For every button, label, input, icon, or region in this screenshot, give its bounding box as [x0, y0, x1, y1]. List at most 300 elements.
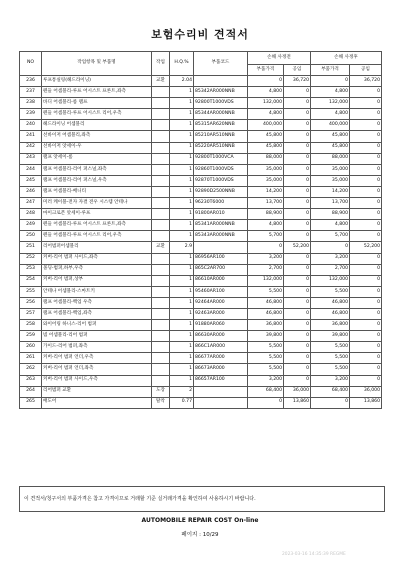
row-parts-before: 14,200: [248, 186, 284, 197]
row-hqty: 1: [170, 175, 194, 186]
row-code: 92463AR000: [194, 308, 248, 319]
table-row: [20, 264, 382, 275]
table-row: [20, 397, 382, 408]
table-row: [20, 209, 382, 220]
table-row: [20, 109, 382, 120]
row-no: 255: [20, 286, 42, 297]
row-work: [152, 231, 170, 242]
row-work: [152, 131, 170, 142]
row-parts-before: 5,500: [248, 342, 284, 353]
row-no: 239: [20, 109, 42, 120]
row-parts-before: 0: [248, 76, 284, 87]
row-item: 가이드-리어 범퍼,좌측: [42, 342, 152, 353]
row-work: [152, 175, 170, 186]
row-hqty: 1: [170, 198, 194, 209]
row-labor-before: 0: [284, 109, 311, 120]
row-labor-before: 0: [284, 264, 311, 275]
row-labor-after: 0: [350, 375, 382, 386]
header-no: NO: [20, 52, 42, 76]
row-work: 교환: [152, 242, 170, 253]
row-code: 866C1AR000: [194, 342, 248, 353]
row-code: 85341AR000NNB: [194, 220, 248, 231]
row-parts-after: 132,000: [311, 98, 350, 109]
row-code: 91800AR010: [194, 209, 248, 220]
row-item: 램프 어셈블리-배니티: [42, 186, 152, 197]
row-code: 86956AR100: [194, 253, 248, 264]
row-hqty: 1: [170, 209, 194, 220]
row-labor-before: 0: [284, 209, 311, 220]
row-parts-after: 400,000: [311, 120, 350, 131]
row-parts-before: 5,500: [248, 364, 284, 375]
row-no: 243: [20, 153, 42, 164]
row-no: 249: [20, 220, 42, 231]
table-row: [20, 297, 382, 308]
row-hqty: 1: [170, 98, 194, 109]
row-no: 244: [20, 164, 42, 175]
row-code: 85344AR000NNB: [194, 109, 248, 120]
row-work: [152, 275, 170, 286]
row-no: 253: [20, 264, 42, 275]
table-row: [20, 76, 382, 87]
row-labor-after: 0: [350, 131, 382, 142]
row-no: 252: [20, 253, 42, 264]
row-labor-before: 0: [284, 286, 311, 297]
row-parts-after: 68,400: [311, 386, 350, 397]
row-item: 펜들 어셈블리-루프 어시스트 프론트,좌측: [42, 220, 152, 231]
row-parts-after: 45,800: [311, 131, 350, 142]
estimate-rows: [20, 76, 382, 409]
row-work: [152, 209, 170, 220]
row-parts-before: 36,800: [248, 320, 284, 331]
row-code: 86677AR000: [194, 353, 248, 364]
row-labor-after: 0: [350, 353, 382, 364]
row-hqty: 2.04: [170, 76, 194, 87]
row-no: 245: [20, 175, 42, 186]
document-title: 보험수리비 견적서: [151, 28, 249, 41]
table-row: [20, 98, 382, 109]
row-code: [194, 76, 248, 87]
table-row: [20, 231, 382, 242]
header-before-adjust: 손해 사정전: [248, 52, 311, 65]
row-parts-after: 46,800: [311, 297, 350, 308]
row-hqty: 1: [170, 331, 194, 342]
row-item: 리어범퍼어셈블리: [42, 242, 152, 253]
row-no: 237: [20, 87, 42, 98]
row-parts-after: 88,900: [311, 209, 350, 220]
table-row: [20, 131, 382, 142]
table-row: [20, 286, 382, 297]
row-parts-before: 35,000: [248, 164, 284, 175]
row-parts-after: 4,800: [311, 220, 350, 231]
row-parts-after: 45,800: [311, 142, 350, 153]
row-labor-before: 0: [284, 320, 311, 331]
table-row: [20, 186, 382, 197]
row-code: 92890D2500NNB: [194, 186, 248, 197]
row-no: 257: [20, 308, 42, 319]
table-row: [20, 164, 382, 175]
row-no: 262: [20, 364, 42, 375]
header-labor-after: 공임: [350, 65, 382, 76]
row-hqty: 1: [170, 220, 194, 231]
row-hqty: 1: [170, 375, 194, 386]
row-parts-after: 88,000: [311, 153, 350, 164]
row-labor-before: 0: [284, 153, 311, 164]
table-row: [20, 87, 382, 98]
row-parts-after: 3,200: [311, 253, 350, 264]
row-hqty: 1: [170, 231, 194, 242]
row-parts-after: 35,000: [311, 175, 350, 186]
row-labor-before: 0: [284, 364, 311, 375]
row-parts-after: 3,200: [311, 375, 350, 386]
row-hqty: 1: [170, 286, 194, 297]
table-row: [20, 320, 382, 331]
row-parts-before: 45,800: [248, 142, 284, 153]
row-parts-after: 132,000: [311, 275, 350, 286]
row-labor-before: 0: [284, 353, 311, 364]
page-number: 페이지 : 10/29: [181, 532, 219, 538]
row-labor-after: 0: [350, 308, 382, 319]
row-code: 85210AR510NNB: [194, 131, 248, 142]
row-parts-before: 0: [248, 242, 284, 253]
row-no: 263: [20, 375, 42, 386]
row-labor-after: 36,720: [350, 76, 382, 87]
row-code: [194, 386, 248, 397]
row-no: 247: [20, 198, 42, 209]
row-item: 헤드라이닝 어셈블리: [42, 120, 152, 131]
row-work: 교환: [152, 76, 170, 87]
row-parts-after: 0: [311, 76, 350, 87]
row-labor-before: 0: [284, 308, 311, 319]
row-labor-before: 0: [284, 198, 311, 209]
row-labor-after: 0: [350, 186, 382, 197]
row-code: 92800T1000VDS: [194, 98, 248, 109]
row-no: 250: [20, 231, 42, 242]
row-code: 96230T6000: [194, 198, 248, 209]
estimate-table: [19, 51, 382, 409]
row-labor-before: 0: [284, 186, 311, 197]
row-item: 커버-리어 범퍼 언더,우측: [42, 353, 152, 364]
row-no: 261: [20, 353, 42, 364]
row-hqty: 1: [170, 164, 194, 175]
table-row: [20, 253, 382, 264]
row-parts-after: 5,500: [311, 364, 350, 375]
row-work: [152, 320, 170, 331]
row-hqty: 1: [170, 320, 194, 331]
row-code: 865C2AR700: [194, 264, 248, 275]
row-item: 리어범퍼 교환: [42, 386, 152, 397]
row-labor-before: 0: [284, 220, 311, 231]
row-hqty: 1: [170, 353, 194, 364]
row-code: 85343AR000NNB: [194, 231, 248, 242]
row-labor-before: 0: [284, 164, 311, 175]
row-hqty: 1: [170, 131, 194, 142]
row-no: 260: [20, 342, 42, 353]
row-labor-after: 0: [350, 297, 382, 308]
row-no: 236: [20, 76, 42, 87]
row-labor-after: 0: [350, 342, 382, 353]
row-code: 85342AR000NNB: [194, 87, 248, 98]
table-row: [20, 308, 382, 319]
table-row: [20, 375, 382, 386]
row-labor-after: 0: [350, 142, 382, 153]
row-item: 배도어: [42, 397, 152, 408]
row-code: 91880AR060: [194, 320, 248, 331]
row-parts-before: 2,700: [248, 264, 284, 275]
row-labor-before: 13,860: [284, 397, 311, 408]
row-labor-after: 0: [350, 209, 382, 220]
row-hqty: 1: [170, 364, 194, 375]
row-labor-before: 0: [284, 131, 311, 142]
row-labor-after: 0: [350, 98, 382, 109]
row-no: 254: [20, 275, 42, 286]
row-labor-before: 0: [284, 253, 311, 264]
row-labor-before: 0: [284, 275, 311, 286]
row-labor-after: 0: [350, 120, 382, 131]
table-row: [20, 142, 382, 153]
row-parts-before: 0: [248, 397, 284, 408]
row-labor-before: 36,720: [284, 76, 311, 87]
row-hqty: 1: [170, 120, 194, 131]
row-work: [152, 87, 170, 98]
row-labor-after: 0: [350, 220, 382, 231]
row-parts-after: 36,800: [311, 320, 350, 331]
table-row: [20, 242, 382, 253]
row-item: 와이어링 하니스-리어 범퍼: [42, 320, 152, 331]
print-timestamp: 2023-03-16 14:35:39 REGME: [282, 552, 346, 557]
row-parts-before: 3,200: [248, 375, 284, 386]
row-work: [152, 220, 170, 231]
row-code: 92870T1000VDS: [194, 175, 248, 186]
table-row: [20, 342, 382, 353]
row-no: 251: [20, 242, 42, 253]
row-labor-before: 0: [284, 342, 311, 353]
row-code: 92464AR000: [194, 297, 248, 308]
row-hqty: 1: [170, 109, 194, 120]
footer-title: AUTOMOBILE REPAIR COST On-line: [141, 517, 259, 524]
row-item: 펜들 어셈블리-루프 어시스트 리어,우측: [42, 231, 152, 242]
row-work: [152, 109, 170, 120]
row-no: 248: [20, 209, 42, 220]
row-item: 펜들 어셈블리-루프 어시스트 리어,우측: [42, 109, 152, 120]
row-labor-after: 36,000: [350, 386, 382, 397]
header-after-adjust: 손해 사정후: [311, 52, 382, 65]
row-parts-after: 2,700: [311, 264, 350, 275]
row-parts-after: 14,200: [311, 186, 350, 197]
row-labor-after: 0: [350, 331, 382, 342]
row-labor-after: 0: [350, 320, 382, 331]
row-code: [194, 242, 248, 253]
row-hqty: 2: [170, 386, 194, 397]
row-parts-before: 4,800: [248, 87, 284, 98]
row-work: [152, 186, 170, 197]
row-labor-before: 52,200: [284, 242, 311, 253]
row-labor-after: 0: [350, 87, 382, 98]
table-row: [20, 153, 382, 164]
row-hqty: 1: [170, 253, 194, 264]
row-parts-after: 46,800: [311, 308, 350, 319]
row-labor-before: 0: [284, 331, 311, 342]
row-parts-before: 5,500: [248, 353, 284, 364]
row-parts-before: 68,400: [248, 386, 284, 397]
row-parts-before: 400,000: [248, 120, 284, 131]
table-row: [20, 220, 382, 231]
row-labor-after: 0: [350, 275, 382, 286]
row-item: 바디 어셈블리-룸 램프: [42, 98, 152, 109]
row-item: 커버-리어 범퍼 언더,좌측: [42, 364, 152, 375]
row-work: [152, 142, 170, 153]
header-code: 부품코드: [194, 52, 248, 76]
row-labor-after: 0: [350, 231, 382, 242]
row-parts-before: 3,200: [248, 253, 284, 264]
row-labor-after: 0: [350, 198, 382, 209]
row-hqty: 2.9: [170, 242, 194, 253]
row-parts-before: 132,000: [248, 98, 284, 109]
row-labor-before: 0: [284, 120, 311, 131]
row-hqty: 1: [170, 186, 194, 197]
row-item: 미러 케이블-전자 자결 전우 시스템 안테나: [42, 198, 152, 209]
row-parts-after: 0: [311, 397, 350, 408]
row-parts-before: 88,900: [248, 209, 284, 220]
row-labor-after: 0: [350, 175, 382, 186]
row-work: [152, 286, 170, 297]
row-labor-after: 0: [350, 264, 382, 275]
row-labor-before: 0: [284, 98, 311, 109]
row-parts-before: 39,800: [248, 331, 284, 342]
row-parts-before: 4,800: [248, 220, 284, 231]
row-work: [152, 198, 170, 209]
row-parts-after: 13,700: [311, 198, 350, 209]
header-work: 작업: [152, 52, 170, 76]
row-code: 95460AR100: [194, 286, 248, 297]
row-item: 커버-리어 범퍼,상부: [42, 275, 152, 286]
row-parts-after: 4,800: [311, 109, 350, 120]
row-code: 86657AR100: [194, 375, 248, 386]
row-parts-after: 4,800: [311, 87, 350, 98]
row-labor-after: 0: [350, 364, 382, 375]
row-work: [152, 120, 170, 131]
row-item: 루프통실링(헤드라이닝): [42, 76, 152, 87]
row-work: 도장: [152, 386, 170, 397]
row-parts-before: 5,700: [248, 231, 284, 242]
row-code: 86610AR000: [194, 275, 248, 286]
row-no: 258: [20, 320, 42, 331]
header-parts-price-before: 부품가격: [248, 65, 284, 76]
row-work: [152, 164, 170, 175]
header-item: 작업항목 및 부품명: [42, 52, 152, 76]
row-hqty: 1: [170, 87, 194, 98]
row-parts-before: 46,800: [248, 297, 284, 308]
row-work: [152, 297, 170, 308]
row-hqty: 1: [170, 342, 194, 353]
row-parts-after: 5,500: [311, 286, 350, 297]
row-hqty: 1: [170, 275, 194, 286]
row-work: [152, 98, 170, 109]
row-hqty: 1: [170, 264, 194, 275]
row-item: 안테나 어셈블리-스마트키: [42, 286, 152, 297]
row-no: 246: [20, 186, 42, 197]
row-no: 256: [20, 297, 42, 308]
table-row: [20, 331, 382, 342]
row-parts-before: 46,800: [248, 308, 284, 319]
table-row: [20, 353, 382, 364]
row-work: [152, 253, 170, 264]
table-row: [20, 386, 382, 397]
table-row: [20, 120, 382, 131]
row-labor-before: 0: [284, 87, 311, 98]
row-no: 265: [20, 397, 42, 408]
row-hqty: 1: [170, 297, 194, 308]
row-parts-after: 39,800: [311, 331, 350, 342]
row-hqty: 1: [170, 308, 194, 319]
row-item: 커버-리어 범퍼 사이드,우측: [42, 375, 152, 386]
row-work: [152, 264, 170, 275]
row-work: [152, 153, 170, 164]
row-no: 242: [20, 142, 42, 153]
table-row: [20, 198, 382, 209]
row-item: 램프 어셈블리-백업 우측: [42, 297, 152, 308]
row-item: 램프 어셈블리-리어 퍼스널,우측: [42, 175, 152, 186]
row-work: [152, 353, 170, 364]
row-code: 86630AR000: [194, 331, 248, 342]
row-labor-after: 0: [350, 286, 382, 297]
row-labor-after: 0: [350, 253, 382, 264]
header-hqty: H.Q.%: [170, 52, 194, 76]
row-labor-after: 0: [350, 164, 382, 175]
row-item: 램프 어셈블리-리어 퍼스널,좌측: [42, 164, 152, 175]
table-row: [20, 175, 382, 186]
row-parts-after: 5,500: [311, 353, 350, 364]
row-item: 몰딩-범퍼,하부,우측: [42, 264, 152, 275]
row-hqty: 1: [170, 153, 194, 164]
table-row: [20, 364, 382, 375]
row-labor-before: 0: [284, 375, 311, 386]
row-parts-after: 0: [311, 242, 350, 253]
row-hqty: 0.77: [170, 397, 194, 408]
row-work: [152, 331, 170, 342]
table-row: [20, 275, 382, 286]
row-parts-after: 35,000: [311, 164, 350, 175]
row-work: [152, 342, 170, 353]
row-item: 빔 어셈블리-리어 범퍼: [42, 331, 152, 342]
row-item: 램프 어셈블리-백업,좌측: [42, 308, 152, 319]
row-parts-before: 5,500: [248, 286, 284, 297]
row-work: [152, 308, 170, 319]
row-no: 241: [20, 131, 42, 142]
row-parts-after: 5,700: [311, 231, 350, 242]
price-notice: 이 견적서/청구서의 부품가격은 참고 가격이므로 거래할 기준 실거래가격을 확인하여 사용하시기 바랍니다.: [19, 486, 385, 512]
row-parts-before: 35,000: [248, 175, 284, 186]
row-work: [152, 375, 170, 386]
row-code: 85315AR620NNB: [194, 120, 248, 131]
row-no: 259: [20, 331, 42, 342]
row-parts-before: 88,000: [248, 153, 284, 164]
row-code: 92800T1000VCA: [194, 153, 248, 164]
row-code: 86673AR000: [194, 364, 248, 375]
row-labor-before: 36,000: [284, 386, 311, 397]
row-item: 램프 앗세이-룸: [42, 153, 152, 164]
row-item: 선바이저 어셈블리,좌측: [42, 131, 152, 142]
row-work: [152, 364, 170, 375]
row-item: 선바이저 앗세이-우: [42, 142, 152, 153]
row-hqty: 1: [170, 142, 194, 153]
row-parts-before: 13,700: [248, 198, 284, 209]
row-labor-before: 0: [284, 231, 311, 242]
header-labor-before: 공임: [284, 65, 311, 76]
row-item: 펜들 어셈블리-루프 어시스트 프론트,좌측: [42, 87, 152, 98]
row-no: 264: [20, 386, 42, 397]
row-parts-before: 4,800: [248, 109, 284, 120]
row-labor-after: 13,860: [350, 397, 382, 408]
